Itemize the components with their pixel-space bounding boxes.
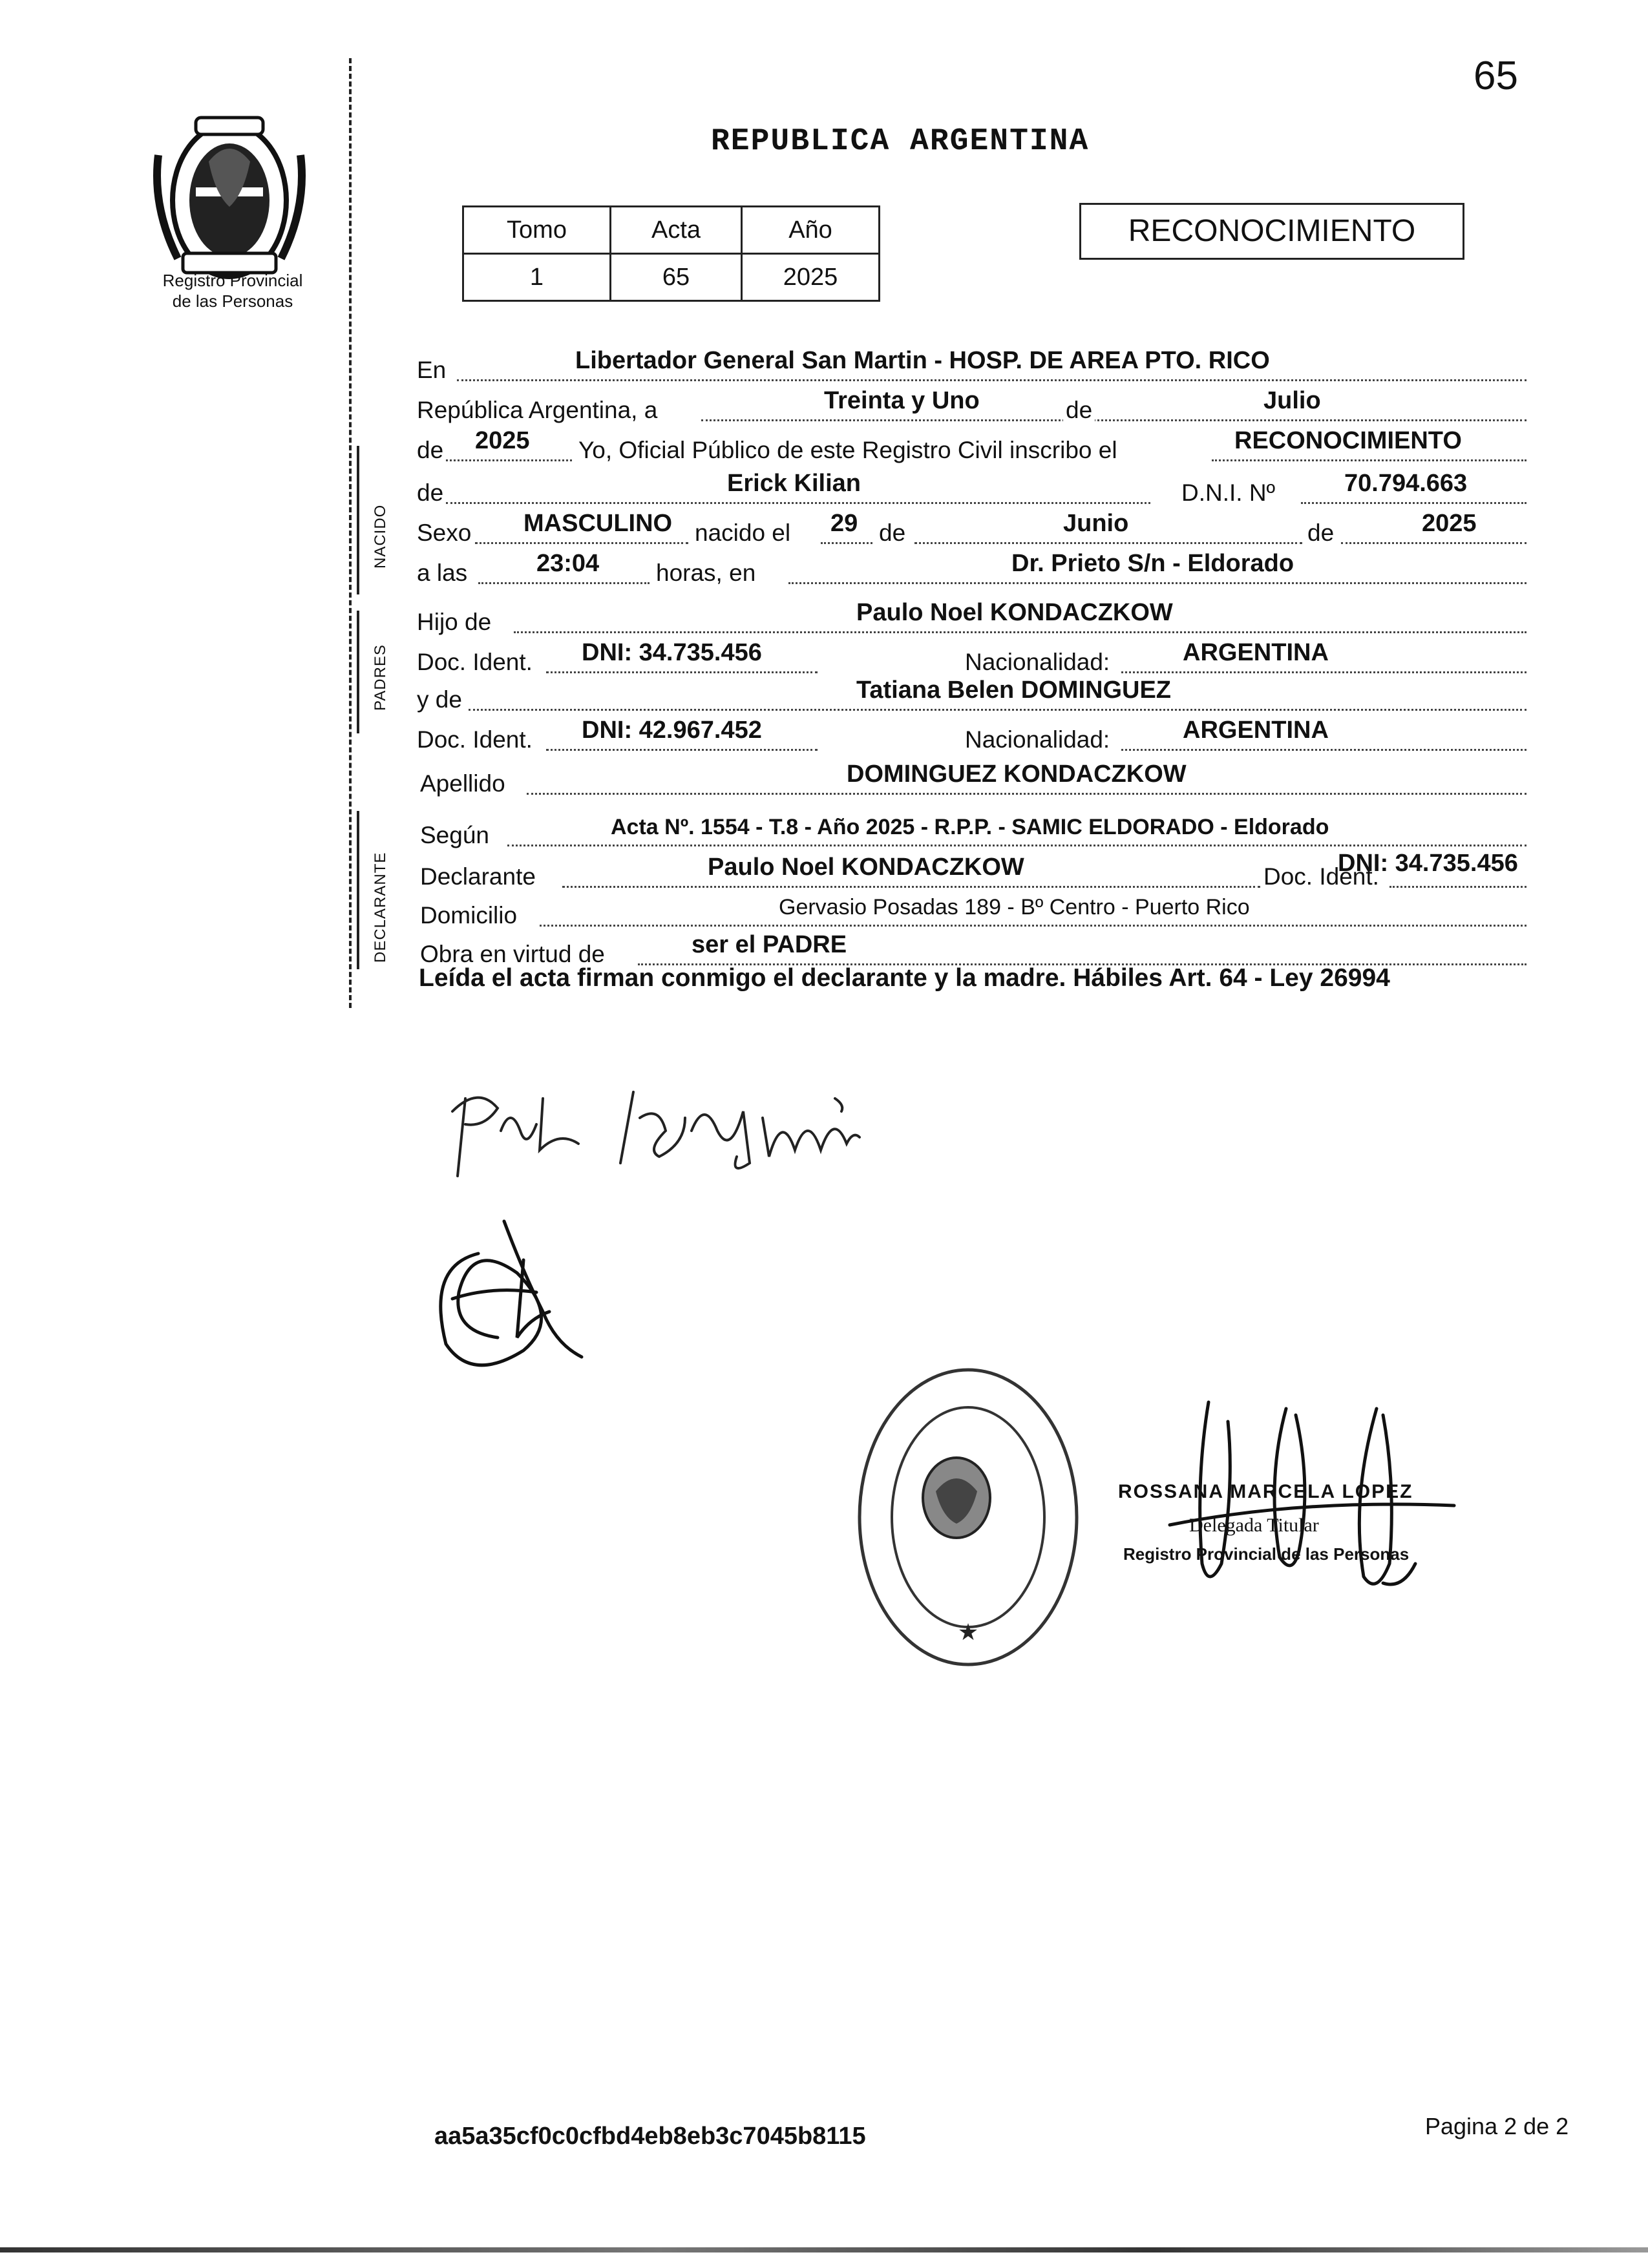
value-acto: RECONOCIMIENTO	[1234, 427, 1462, 454]
registry-label	[113, 270, 352, 311]
label-sexo: Sexo	[417, 520, 472, 546]
row-hora	[417, 551, 1528, 589]
value-obra: ser el PADRE	[692, 931, 847, 958]
label-doc-ident: Doc. Ident.	[1263, 863, 1379, 890]
dotted-line	[1301, 502, 1527, 504]
row-madre-doc	[417, 717, 1528, 756]
dotted-line	[457, 379, 1527, 381]
act-type-box: RECONOCIMIENTO	[1079, 203, 1464, 260]
dotted-line	[1121, 749, 1527, 751]
label-obra: Obra en virtud de	[420, 941, 605, 967]
value-anio-nac: 2025	[475, 427, 530, 454]
label-declarante: Declarante	[420, 863, 536, 890]
side-label-padres: PADRES	[372, 644, 389, 711]
label-de: de	[1307, 520, 1335, 546]
value-madre-nacionalidad: ARGENTINA	[1183, 717, 1329, 744]
label-de: de	[417, 437, 444, 463]
row-madre	[417, 677, 1528, 716]
page-indicator: Pagina 2 de 2	[1425, 2113, 1569, 2139]
dotted-line	[514, 631, 1527, 633]
declarant-signature	[439, 1073, 931, 1189]
label-y-de: y de	[417, 686, 462, 713]
dotted-line	[527, 793, 1527, 795]
registry-label-line2: de las Personas	[172, 291, 293, 311]
value-lugar-nac: Dr. Prieto S/n - Eldorado	[1011, 550, 1294, 577]
dotted-line	[507, 845, 1527, 846]
row-sexo	[417, 510, 1528, 549]
margin-rule	[349, 58, 352, 1008]
label-horas-en: horas, en	[656, 560, 756, 586]
value-anio-nacimiento: 2025	[1422, 510, 1477, 537]
row-en	[417, 348, 1528, 386]
label-en: En	[417, 357, 447, 383]
svg-text:★: ★	[957, 1619, 979, 1646]
official-office: Registro Provincial de las Personas	[1123, 1544, 1410, 1564]
label-de: de	[1063, 397, 1095, 424]
row-republica	[417, 388, 1528, 426]
value-acta: 65	[611, 254, 742, 301]
label-de: de	[417, 479, 444, 506]
value-declarante: Paulo Noel KONDACZKOW	[708, 854, 1024, 881]
value-padre-dni: DNI: 34.735.456	[582, 639, 762, 666]
dotted-line	[540, 925, 1527, 927]
official-signature	[1157, 1396, 1467, 1615]
label-apellido: Apellido	[420, 770, 505, 797]
row-domicilio	[417, 893, 1528, 932]
dotted-line	[475, 542, 688, 544]
value-sexo: MASCULINO	[523, 510, 673, 537]
label-republica: República Argentina, a	[417, 397, 658, 423]
dotted-line	[701, 419, 1527, 421]
label-nacido: nacido el	[695, 520, 791, 546]
value-dni: 70.794.663	[1344, 470, 1468, 497]
value-padre-nacionalidad: ARGENTINA	[1183, 639, 1329, 666]
reference-table	[462, 205, 880, 302]
dotted-line	[1121, 671, 1527, 673]
value-dia-nac: 29	[830, 510, 858, 537]
reference-table-value-row	[463, 254, 880, 301]
dotted-line	[478, 582, 650, 584]
official-seal	[852, 1362, 1084, 1672]
header-tomo: Tomo	[463, 207, 611, 254]
closing-text: Leída el acta firman conmigo el declarante y la madre. Hábiles Art. 64 - Ley 26994	[419, 964, 1390, 992]
value-padre: Paulo Noel KONDACZKOW	[856, 599, 1173, 626]
label-doc-ident: Doc. Ident.	[417, 649, 533, 675]
official-name: ROSSANA MARCELA LOPEZ	[1118, 1481, 1413, 1502]
label-doc-ident: Doc. Ident.	[417, 726, 533, 753]
value-mes-nac: Junio	[1063, 510, 1129, 537]
label-hijo-de: Hijo de	[417, 609, 492, 635]
value-domicilio: Gervasio Posadas 189 - Bº Centro - Puerto Rico	[779, 895, 1250, 919]
value-mes: Julio	[1263, 387, 1321, 414]
section-rule-declarante	[357, 811, 359, 969]
dotted-line	[1212, 459, 1527, 461]
value-declarante-dni: DNI: 34.735.456	[1338, 850, 1518, 877]
header-acta: Acta	[611, 207, 742, 254]
value-segun: Acta Nº. 1554 - T.8 - Año 2025 - R.P.P. - SAMIC ELDORADO - Eldorado	[611, 815, 1329, 839]
value-madre-dni: DNI: 42.967.452	[582, 717, 762, 744]
row-padre-doc	[417, 640, 1528, 678]
row-segun	[417, 813, 1528, 852]
label-de: de	[879, 520, 906, 546]
dotted-line	[562, 886, 1260, 888]
label-nacionalidad: Nacionalidad:	[965, 726, 1110, 753]
label-nacionalidad: Nacionalidad:	[965, 649, 1110, 675]
label-a-las: a las	[417, 560, 468, 586]
value-tomo: 1	[463, 254, 611, 301]
label-dni: D.N.I. Nº	[1181, 479, 1276, 506]
value-dia: Treinta y Uno	[824, 387, 980, 414]
row-apellido	[417, 761, 1528, 800]
section-rule-nacido	[357, 446, 359, 594]
row-nombre	[417, 470, 1528, 509]
provincia-misiones-emblem	[145, 110, 313, 297]
label-domicilio: Domicilio	[420, 902, 518, 929]
official-role: Delegada Titular	[1189, 1515, 1319, 1536]
dotted-line	[914, 542, 1302, 544]
value-madre: Tatiana Belen DOMINGUEZ	[856, 677, 1172, 704]
row-padre	[417, 600, 1528, 638]
label-inscripcion: Yo, Oficial Público de este Registro Civil inscribo el	[578, 437, 1117, 463]
mother-signature	[414, 1215, 620, 1383]
row-anio	[417, 428, 1528, 467]
dotted-line	[1341, 542, 1527, 544]
dotted-line	[1389, 886, 1527, 888]
dotted-line	[546, 749, 818, 751]
section-rule-padres	[357, 611, 359, 733]
row-declarante	[417, 850, 1528, 893]
dotted-line	[446, 459, 572, 461]
dotted-line	[469, 709, 1527, 711]
side-label-declarante: DECLARANTE	[372, 852, 389, 963]
value-anio: 2025	[742, 254, 880, 301]
dotted-line	[788, 582, 1527, 584]
label-segun: Según	[420, 822, 489, 848]
dotted-line	[821, 542, 872, 544]
dotted-line	[446, 502, 1150, 504]
value-lugar: Libertador General San Martin - HOSP. DE AREA PTO. RICO	[575, 347, 1270, 374]
reference-table-header-row	[463, 207, 880, 254]
value-apellido: DOMINGUEZ KONDACZKOW	[847, 761, 1187, 788]
side-label-nacido: NACIDO	[372, 504, 389, 569]
value-hora: 23:04	[536, 550, 600, 577]
value-nombre: Erick Kilian	[727, 470, 861, 497]
document-hash: aa5a35cf0c0cfbd4eb8eb3c7045b8115	[434, 2123, 866, 2150]
page-number: 65	[1474, 54, 1518, 98]
dotted-line	[546, 671, 818, 673]
registry-label-line1: Registro Provincial	[162, 271, 303, 290]
header-anio: Año	[742, 207, 880, 254]
document-title: REPUBLICA ARGENTINA	[711, 124, 1090, 159]
scan-edge	[0, 2247, 1648, 2252]
